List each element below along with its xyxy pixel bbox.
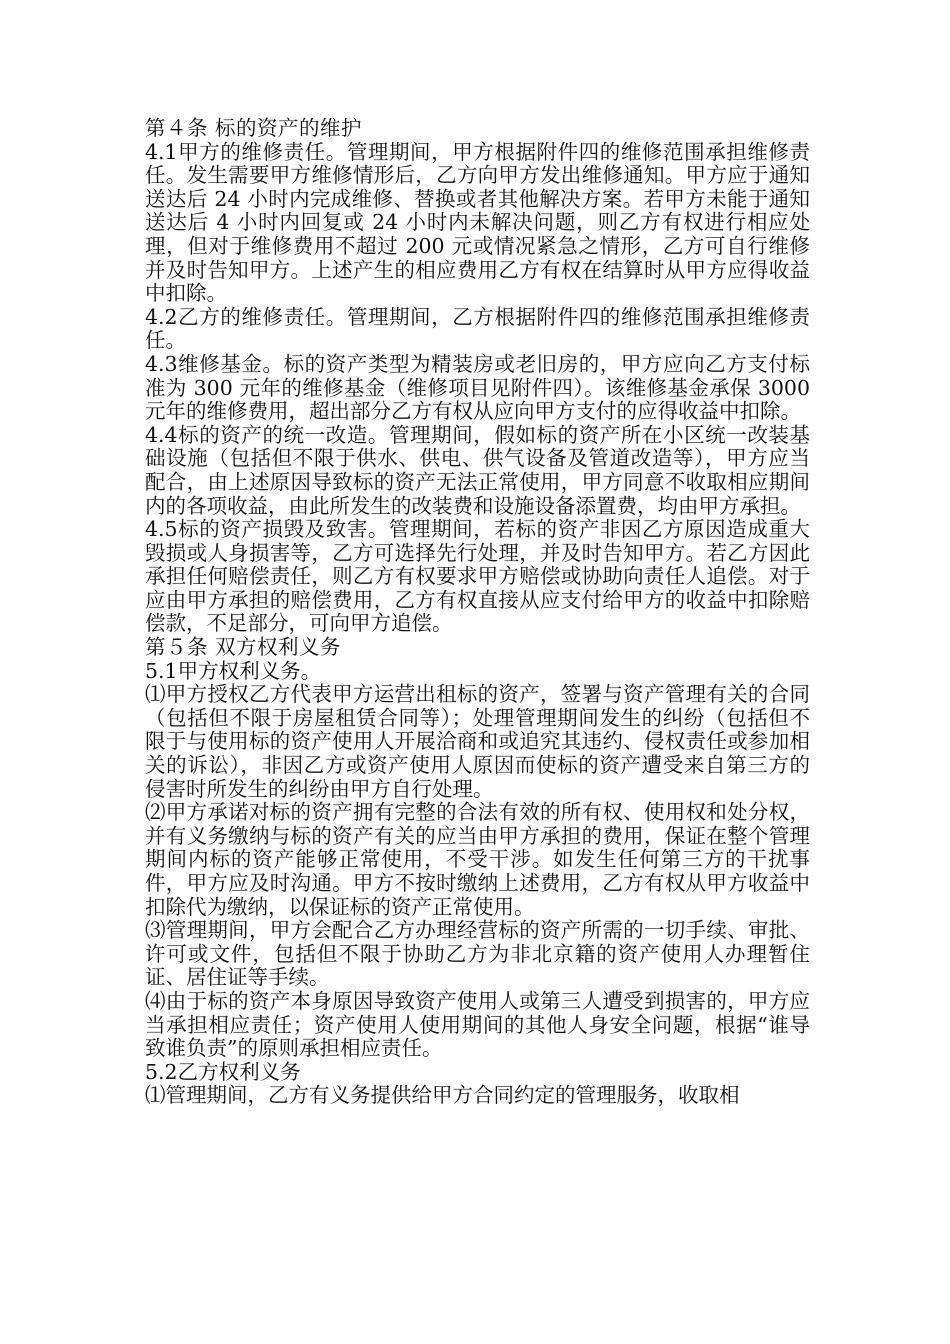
clause-4-3: 4.3维修基金。标的资产类型为精装房或老旧房的，甲方应向乙方支付标准为 300 元年的维修基金（维修项目见附件四）。该维修基金承保 3000 元年的维修费用，超出部分乙方有权从应向甲方支付的应得收益中扣除。 xyxy=(145,351,810,424)
clause-4-4: 4.4标的资产的统一改造。管理期间，假如标的资产所在小区统一改装基础设施（包括但不限于供水、供电、供气设备及管道改造等），甲方应当配合，由上述原因导致标的资产无法正常使用，甲方同意不收取相应期间内的各项收益，由此所发生的改装费和设施设备添置费，均由甲方承担。 xyxy=(145,422,810,518)
clause-5-2: 5.2乙方权利义务 xyxy=(145,1059,301,1084)
clause-5-1-item-2: ⑵甲方承诺对标的资产拥有完整的合法有效的所有权、使用权和处分权，并有义务缴纳与标的资产有关的应当由甲方承担的费用，保证在整个管理期间内标的资产能够正常使用，不受干涉。如发生任何第三方的干扰事件，甲方应及时沟通。甲方不按时缴纳上述费用，乙方有权从甲方收益中扣除代为缴纳，以保证标的资产正常使用。 xyxy=(145,800,810,919)
clause-5-1-item-3: ⑶管理期间，甲方会配合乙方办理经营标的资产所需的一切手续、审批、许可或文件，包括但不限于协助乙方为非北京籍的资产使用人办理暂住证、居住证等手续。 xyxy=(145,918,810,990)
clause-4-5: 4.5标的资产损毁及致害。管理期间，若标的资产非因乙方原因造成重大毁损或人身损害等，乙方可选择先行处理，并及时告知甲方。若乙方因此承担任何赔偿责任，则乙方有权要求甲方赔偿或协助向责任人追偿。对于应由甲方承担的赔偿费用，乙方有权直接从应支付给甲方的收益中扣除赔偿款，不足部分，可向甲方追偿。 xyxy=(145,517,810,636)
clause-5-1: 5.1甲方权利义务。 xyxy=(145,658,322,683)
clause-4-2: 4.2乙方的维修责任。管理期间，乙方根据附件四的维修范围承担维修责任。 xyxy=(145,304,810,353)
clause-4-1: 4.1甲方的维修责任。管理期间，甲方根据附件四的维修范围承担维修责任。发生需要甲方维修情形后，乙方向甲方发出维修通知。甲方应于通知送达后 24 小时内完成维修、替换或者其他解决方案。若甲方未能于通知送达后 4 小时内回复或 24 小时内未解决问题，则乙方有权进行相应处理，但对于维修费用不超过 200 元或情况紧急之情形，乙方可自行维修并及时告知甲方。上述产生的相应费用乙方有权在结算时从甲方应得收益中扣除。 xyxy=(145,139,810,306)
section-heading-5: 第５条 双方权利义务 xyxy=(145,635,342,660)
clause-5-1-item-4: ⑷由于标的资产本身原因导致资产使用人或第三人遭受到损害的，甲方应当承担相应责任；资产使用人使用期间的其他人身安全问题，根据“谁导致谁负责”的原则承担相应责任。 xyxy=(145,988,810,1061)
clause-5-1-item-1: ⑴甲方授权乙方代表甲方运营出租标的资产，签署与资产管理有关的合同（包括但不限于房屋租赁合同等）；处理管理期间发生的纠纷（包括但不限于与使用标的资产使用人开展洽商和或追究其违约、侵权责任或参加相关的诉讼），非因乙方或资产使用人原因而使标的资产遭受来自第三方的侵害时所发生的纠纷由甲方自行处理。 xyxy=(145,682,810,801)
section-heading-4: 第４条 标的资产的维护 xyxy=(145,116,363,140)
document-page xyxy=(145,117,810,1108)
clause-5-2-item-1: ⑴管理期间，乙方有义务提供给甲方合同约定的管理服务，收取相 xyxy=(145,1083,740,1108)
